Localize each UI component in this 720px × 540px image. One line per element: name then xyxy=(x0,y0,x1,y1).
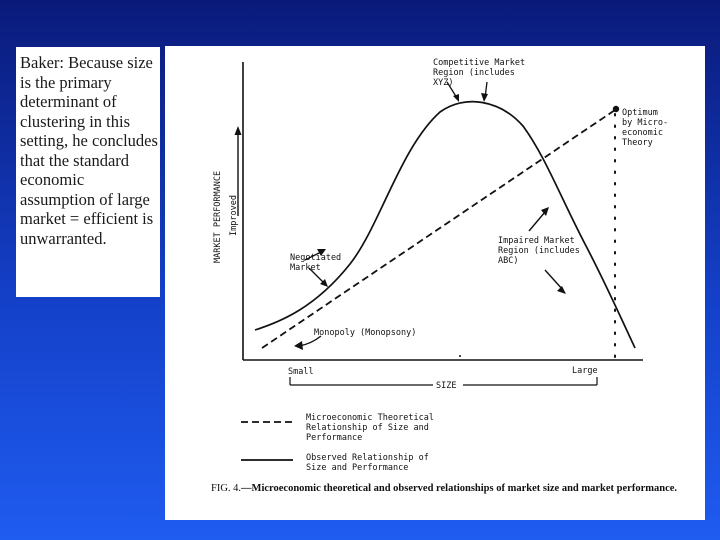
legend-dashed-label: Microeconomic Theoretical Relationship of Size and Performance xyxy=(306,413,434,443)
improved-arrowhead xyxy=(235,126,242,135)
x-axis-label: SIZE xyxy=(436,381,457,391)
impaired-label: Impaired Market Region (includes ABC) xyxy=(498,236,580,266)
optimum-point xyxy=(613,106,619,112)
theoretical-line xyxy=(262,110,615,348)
monopoly-arrow xyxy=(294,336,321,350)
baseline-dot xyxy=(459,355,461,357)
x-large-label: Large xyxy=(572,366,598,376)
legend-solid-label: Observed Relationship of Size and Performance xyxy=(306,453,429,473)
competitive-label: Competitive Market Region (includes XYZ) xyxy=(433,58,526,88)
x-small-label: Small xyxy=(288,367,314,377)
y-axis-label: MARKET PERFORMANCE xyxy=(213,170,223,263)
negotiated-label: Negotiated Market xyxy=(290,253,342,273)
caption-text: —Microeconomic theoretical and observed relationships of market size and market performance. xyxy=(241,483,678,494)
y-axis-arrow-label: Improved xyxy=(229,195,239,236)
optimum-label: Optimum by Micro- economic Theory xyxy=(622,108,669,148)
caption-prefix: FIG. 4. xyxy=(211,483,242,494)
note-text: Baker: Because size is the primary determinant of clustering in this setting, he concludes that the standard economic assumption of large market = efficient is unwarranted. xyxy=(20,53,158,248)
figure-caption xyxy=(211,482,681,496)
monopoly-label: Monopoly (Monopsony) xyxy=(314,328,417,338)
